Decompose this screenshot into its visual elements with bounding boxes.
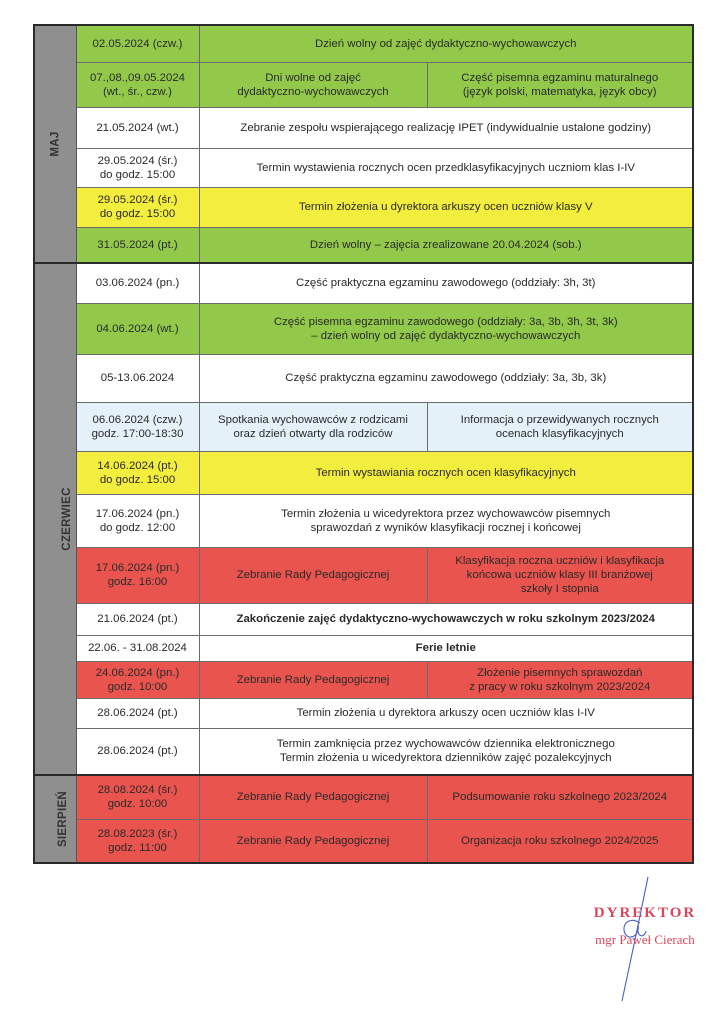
table-row	[34, 819, 693, 863]
month-label-august: SIERPIEŃ	[34, 775, 76, 863]
table-row	[34, 494, 693, 547]
table-row	[34, 263, 693, 303]
row-date: 29.05.2024 (śr.) do godz. 15:00	[76, 187, 199, 227]
row-date: 31.05.2024 (pt.)	[76, 227, 199, 263]
month-label-may: MAJ	[34, 25, 76, 263]
row-content: Ferie letnie	[199, 635, 693, 661]
row-content: Termin złożenia u dyrektora arkuszy ocen uczniów klasy V	[199, 187, 693, 227]
table-row	[34, 25, 693, 62]
row-date: 24.06.2024 (pn.) godz. 10:00	[76, 661, 199, 698]
row-content-left: Zebranie Rady Pedagogicznej	[199, 775, 427, 819]
table-row	[34, 635, 693, 661]
table-row	[34, 698, 693, 728]
row-content-left: Zebranie Rady Pedagogicznej	[199, 661, 427, 698]
table-row	[34, 728, 693, 775]
row-content-left: Dni wolne od zajęć dydaktyczno-wychowawczych	[199, 62, 427, 107]
row-date: 28.06.2024 (pt.)	[76, 698, 199, 728]
row-content: Dzień wolny od zajęć dydaktyczno-wychowawczych	[199, 25, 693, 62]
director-stamp	[575, 905, 715, 948]
row-content-right: Organizacja roku szkolnego 2024/2025	[427, 819, 693, 863]
row-date: 02.05.2024 (czw.)	[76, 25, 199, 62]
month-label-june: CZERWIEC	[34, 263, 76, 775]
row-date: 14.06.2024 (pt.) do godz. 15:00	[76, 451, 199, 494]
table-row	[34, 451, 693, 494]
row-date: 28.08.2023 (śr.) godz. 11:00	[76, 819, 199, 863]
table-row	[34, 107, 693, 148]
table-row	[34, 354, 693, 402]
row-date: 17.06.2024 (pn.) godz. 16:00	[76, 547, 199, 603]
stamp-name: mgr Paweł Cierach	[595, 932, 695, 947]
row-date: 17.06.2024 (pn.) do godz. 12:00	[76, 494, 199, 547]
row-date: 29.05.2024 (śr.) do godz. 15:00	[76, 148, 199, 187]
row-date: 07.,08.,09.05.2024 (wt., śr., czw.)	[76, 62, 199, 107]
row-content: Część pisemna egzaminu zawodowego (oddziały: 3a, 3b, 3h, 3t, 3k) – dzień wolny od zajęć dydaktyczno-wychowawczych	[199, 303, 693, 354]
table-row	[34, 303, 693, 354]
row-content: Część praktyczna egzaminu zawodowego (oddziały: 3h, 3t)	[199, 263, 693, 303]
table-row	[34, 62, 693, 107]
schedule-sheet	[33, 24, 692, 864]
row-content-right: Podsumowanie roku szkolnego 2023/2024	[427, 775, 693, 819]
table-row	[34, 187, 693, 227]
row-content: Termin wystawiania rocznych ocen klasyfikacyjnych	[199, 451, 693, 494]
schedule-table	[33, 24, 694, 864]
row-date: 06.06.2024 (czw.) godz. 17:00-18:30	[76, 402, 199, 451]
row-content-left: Spotkania wychowawców z rodzicami oraz dzień otwarty dla rodziców	[199, 402, 427, 451]
row-date: 28.06.2024 (pt.)	[76, 728, 199, 775]
row-content: Termin złożenia u wicedyrektora przez wychowawców pisemnych sprawozdań z wyników klasyfikacji rocznej i końcowej	[199, 494, 693, 547]
row-date: 03.06.2024 (pn.)	[76, 263, 199, 303]
table-row	[34, 661, 693, 698]
row-date: 21.06.2024 (pt.)	[76, 603, 199, 635]
table-row	[34, 547, 693, 603]
table-row	[34, 603, 693, 635]
row-content-left: Zebranie Rady Pedagogicznej	[199, 819, 427, 863]
row-content-right: Informacja o przewidywanych rocznych ocenach klasyfikacyjnych	[427, 402, 693, 451]
table-row	[34, 227, 693, 263]
row-content-left: Zebranie Rady Pedagogicznej	[199, 547, 427, 603]
row-content: Termin zamknięcia przez wychowawców dziennika elektronicznego Termin złożenia u wicedyrektora dzienników zajęć pozalekcyjnych	[199, 728, 693, 775]
table-row	[34, 402, 693, 451]
row-content-right: Złożenie pisemnych sprawozdań z pracy w roku szkolnym 2023/2024	[427, 661, 693, 698]
row-date: 21.05.2024 (wt.)	[76, 107, 199, 148]
row-content: Zebranie zespołu wspierającego realizację IPET (indywidualnie ustalone godziny)	[199, 107, 693, 148]
row-date: 28.08.2024 (śr.) godz. 10:00	[76, 775, 199, 819]
row-content-right: Część pisemna egzaminu maturalnego (język polski, matematyka, język obcy)	[427, 62, 693, 107]
row-date: 05-13.06.2024	[76, 354, 199, 402]
row-content: Termin złożenia u dyrektora arkuszy ocen uczniów klas I-IV	[199, 698, 693, 728]
row-date: 22.06. - 31.08.2024	[76, 635, 199, 661]
row-content: Część praktyczna egzaminu zawodowego (oddziały: 3a, 3b, 3k)	[199, 354, 693, 402]
stamp-title: DYREKTOR	[593, 905, 697, 921]
row-content: Dzień wolny – zajęcia zrealizowane 20.04.2024 (sob.)	[199, 227, 693, 263]
row-content: Termin wystawienia rocznych ocen przedklasyfikacyjnych uczniom klas I-IV	[199, 148, 693, 187]
row-content: Zakończenie zajęć dydaktyczno-wychowawczych w roku szkolnym 2023/2024	[199, 603, 693, 635]
row-content-right: Klasyfikacja roczna uczniów i klasyfikacja końcowa uczniów klasy III branżowej szkoły I stopnia	[427, 547, 693, 603]
table-row	[34, 148, 693, 187]
row-date: 04.06.2024 (wt.)	[76, 303, 199, 354]
table-row	[34, 775, 693, 819]
